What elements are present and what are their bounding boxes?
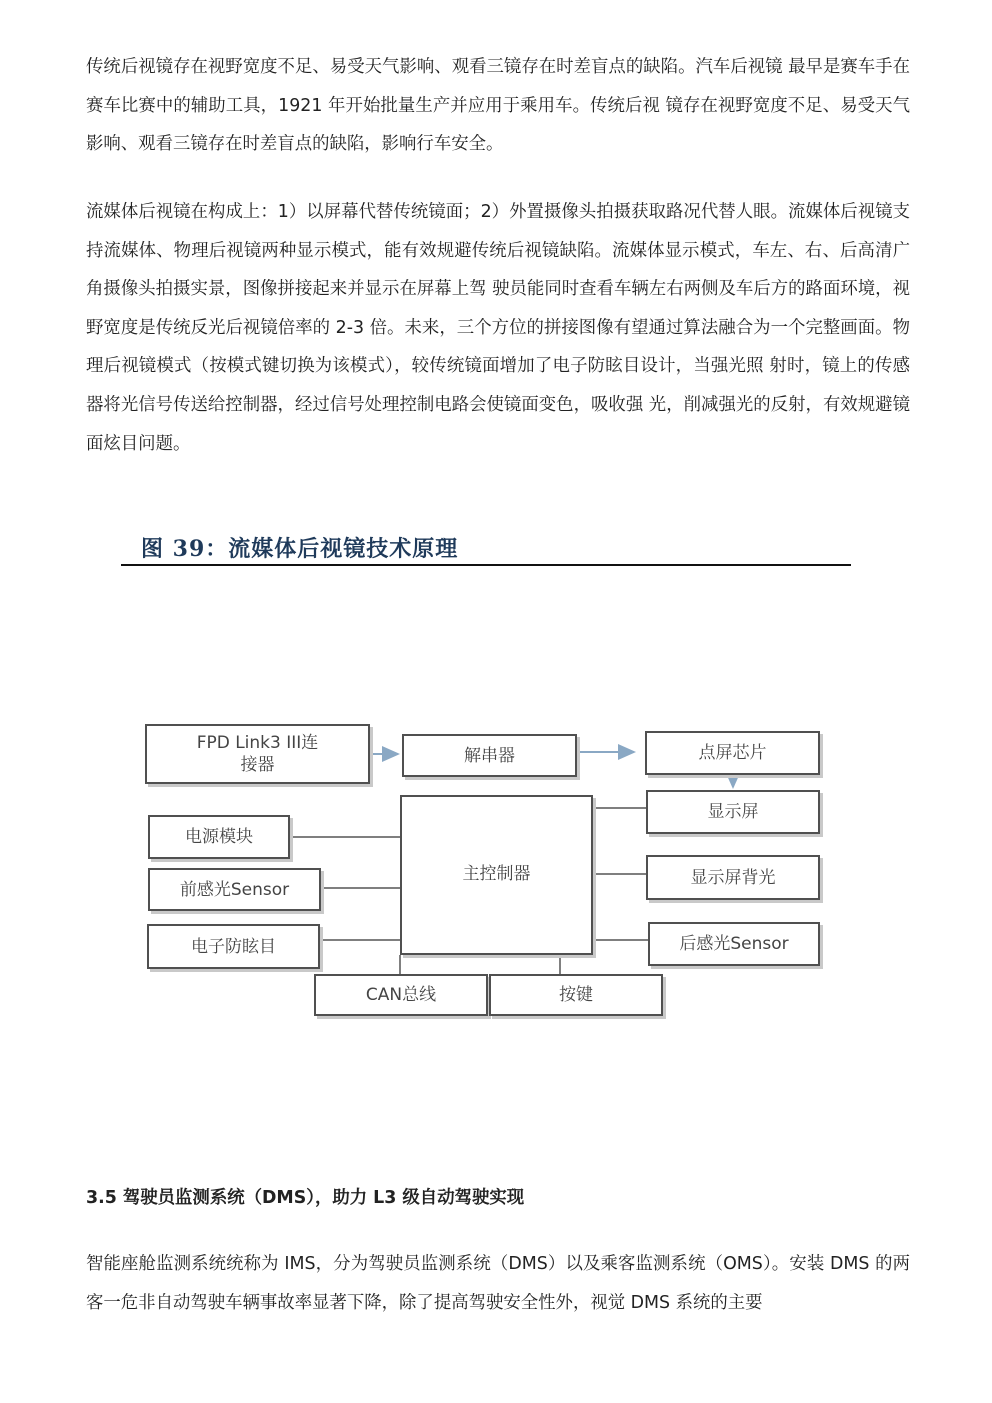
box-fpd-link3-connector bbox=[145, 724, 370, 784]
box-keys-label: 按键 bbox=[559, 985, 593, 1005]
box-display-backlight bbox=[646, 855, 820, 900]
box-display-backlight-label: 显示屏背光 bbox=[690, 867, 776, 888]
section-heading-dms: 3.5 驾驶员监测系统（DMS），助力 L3 级自动驾驶实现 bbox=[86, 1188, 525, 1208]
box-front-light-sensor bbox=[148, 868, 321, 911]
box-can-bus-label: CAN总线 bbox=[365, 985, 437, 1005]
paragraph-traditional-mirror: 传统后视镜存在视野宽度不足、易受天气影响、观看三镜存在时差盲点的缺陷。汽车后视镜 最早是赛车手在赛车比赛中的辅助工具，1921 年开始批量生产并应用于乘用车。传统后视 镜存在视野宽度不足、易受天气影响、观看三镜存在时差盲点的缺陷，影响行车安全。 bbox=[86, 57, 910, 155]
figure-title: 图 39：流媒体后视镜技术原理 bbox=[141, 536, 459, 562]
box-front-light-sensor-label: 前感光Sensor bbox=[179, 879, 290, 900]
box-deserializer bbox=[402, 734, 577, 777]
box-rear-light-sensor bbox=[648, 922, 820, 966]
box-anti-glare bbox=[147, 924, 320, 969]
box-anti-glare-label: 电子防眩目 bbox=[191, 936, 276, 957]
box-fpd-line1: FPD Link3 III连 bbox=[196, 733, 319, 753]
box-rear-light-sensor-label: 后感光Sensor bbox=[679, 934, 789, 954]
box-display-label: 显示屏 bbox=[707, 802, 759, 822]
box-power-module bbox=[148, 815, 290, 859]
box-fpd-line2: 接器 bbox=[240, 755, 275, 775]
box-keys bbox=[489, 974, 663, 1016]
paragraph-dms: 智能座舱监测系统统称为 IMS，分为驾驶员监测系统（DMS）以及乘客监测系统（OMS）。安装 DMS 的两客一危非自动驾驶车辆事故率显著下降，除了提高驾驶安全性外，视觉 DMS 系统的主要 bbox=[86, 1254, 910, 1313]
paragraph-streaming-mirror: 流媒体后视镜在构成上：1）以屏幕代替传统镜面；2）外置摄像头拍摄获取路况代替人眼。流媒体后视镜支持流媒体、物理后视镜两种显示模式，能有效规避传统后视镜缺陷。流媒体显示模式，车左、右、后高清广角摄像头拍摄实景，图像拼接起来并显示在屏幕上驾 驶员能同时查看车辆左右两侧及车后方的路面环境，视野宽度是传统反光后视镜倍率的 2-3 倍。未来，三个方位的拼接图像有望通过算法融合为一个完整画面。物理后视镜模式（按模式键切换为该模式），较传统镜面增加了电子防眩目设计，当强光照 射时，镜上的传感器将光信号传送给控制器，经过信号处理控制电路会使镜面变色，吸收强 光，削减强光的反射，有效规避镜面炫目问题。 bbox=[86, 202, 910, 454]
box-deserializer-label: 解串器 bbox=[464, 745, 515, 766]
box-dot-screen-chip bbox=[645, 731, 820, 775]
box-can-bus bbox=[314, 974, 488, 1016]
box-dot-screen-chip-label: 点屏芯片 bbox=[698, 743, 767, 763]
box-main-controller-label: 主控制器 bbox=[462, 864, 531, 884]
box-main-controller bbox=[400, 795, 593, 955]
box-display bbox=[646, 790, 820, 834]
box-power-module-label: 电源模块 bbox=[185, 827, 253, 847]
